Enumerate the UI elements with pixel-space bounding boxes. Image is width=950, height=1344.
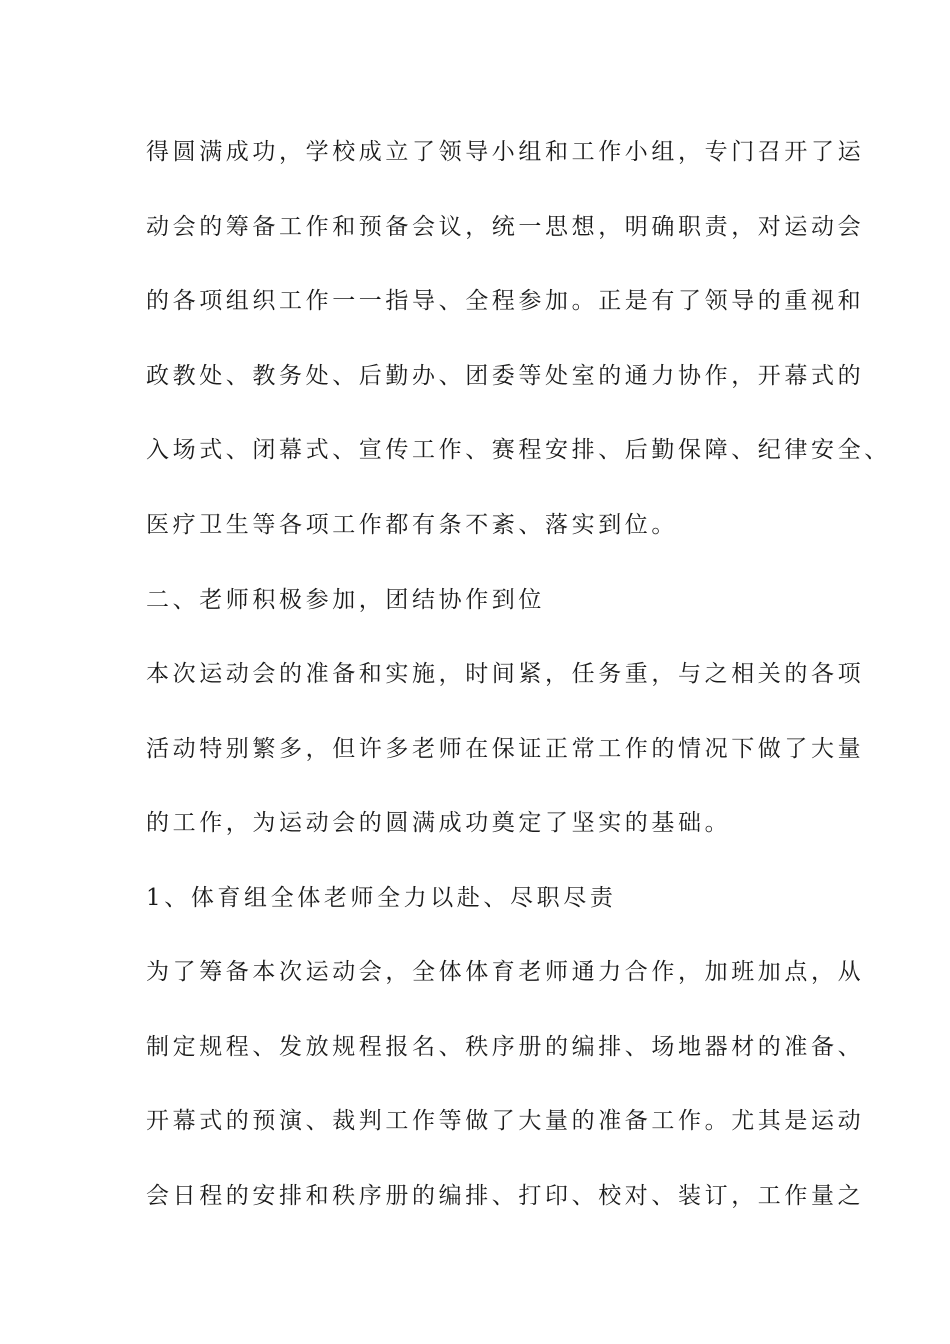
paragraph-line: 本次运动会的准备和实施，时间紧，任务重，与之相关的各项 [146,661,865,687]
paragraph-line: 政教处、教务处、后勤办、团委等处室的通力协作，开幕式的 [146,363,865,389]
subsection-heading: 1、体育组全体老师全力以赴、尽职尽责 [146,885,617,911]
paragraph-line: 的各项组织工作一一指导、全程参加。正是有了领导的重视和 [146,288,865,314]
section-heading: 二、老师积极参加，团结协作到位 [146,587,545,613]
paragraph-line: 会日程的安排和秩序册的编排、打印、校对、装订，工作量之 [146,1183,865,1209]
paragraph-line: 入场式、闭幕式、宣传工作、赛程安排、后勤保障、纪律安全、 [146,437,891,463]
paragraph-line: 开幕式的预演、裁判工作等做了大量的准备工作。尤其是运动 [146,1108,865,1134]
paragraph-line: 制定规程、发放规程报名、秩序册的编排、场地器材的准备、 [146,1034,865,1060]
paragraph-line: 医疗卫生等各项工作都有条不紊、落实到位。 [146,512,678,538]
paragraph-line: 活动特别繁多，但许多老师在保证正常工作的情况下做了大量 [146,736,865,762]
paragraph-line: 为了筹备本次运动会，全体体育老师通力合作，加班加点，从 [146,959,865,985]
paragraph-line: 动会的筹备工作和预备会议，统一思想，明确职责，对运动会 [146,214,865,240]
paragraph-line: 的工作，为运动会的圆满成功奠定了坚实的基础。 [146,810,732,836]
paragraph-line: 得圆满成功，学校成立了领导小组和工作小组，专门召开了运 [146,139,865,165]
